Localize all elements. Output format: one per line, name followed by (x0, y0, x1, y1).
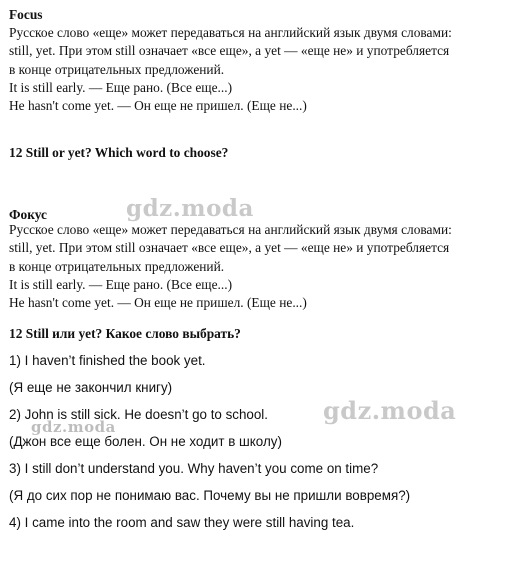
answer-line: 3) I still don’t understand you. Why haven’t you come on time? (9, 461, 379, 476)
fokus-line: в конце отрицательных предложений. (9, 258, 225, 274)
task-title-russian: 12 Still или yet? Какое слово выбрать? (9, 326, 241, 341)
task-title-english: 12 Still or yet? Which word to choose? (9, 145, 229, 160)
answer-translation: (Я до сих пор не понимаю вас. Почему вы не пришли вовремя?) (9, 488, 411, 503)
focus-heading: Focus (9, 7, 43, 22)
focus-line: Русское слово «еще» может передаваться на английский язык двумя словами: (9, 25, 452, 40)
fokus-line: Русское слово «еще» может передаваться на английский язык двумя словами: (9, 222, 452, 237)
answer-line: 4) I came into the room and saw they were still having tea. (9, 515, 355, 530)
answer-translation: (Я еще не закончил книгу) (9, 380, 173, 395)
focus-line: It is still early. — Еще рано. (Все еще...) (9, 79, 233, 95)
watermark: gdz.moda (31, 418, 116, 436)
watermark: gdz.moda (126, 195, 254, 222)
focus-line: He hasn't come yet. — Он еще не пришел. (Еще не...) (9, 98, 307, 114)
fokus-line: He hasn't come yet. — Он еще не пришел. (Еще не...) (9, 295, 307, 311)
answer-line: 2) John is still sick. He doesn’t go to school. (9, 407, 269, 422)
fokus-heading: Фокус (9, 207, 47, 222)
answer-line: 1) I haven’t finished the book yet. (9, 353, 206, 368)
fokus-line: still, yet. При этом still означает «все еще», а yet — «еще не» и употребляется (9, 240, 450, 256)
fokus-line: It is still early. — Еще рано. (Все еще...) (9, 276, 233, 292)
answer-translation: (Джон все еще болен. Он не ходит в школу) (9, 434, 282, 449)
focus-line: в конце отрицательных предложений. (9, 61, 225, 77)
fokus-paragraph (9, 221, 452, 312)
focus-line: still, yet. При этом still означает «все еще», а yet — «еще не» и употребляется (9, 43, 450, 59)
watermark: gdz.moda (323, 396, 457, 425)
focus-paragraph (9, 24, 452, 115)
